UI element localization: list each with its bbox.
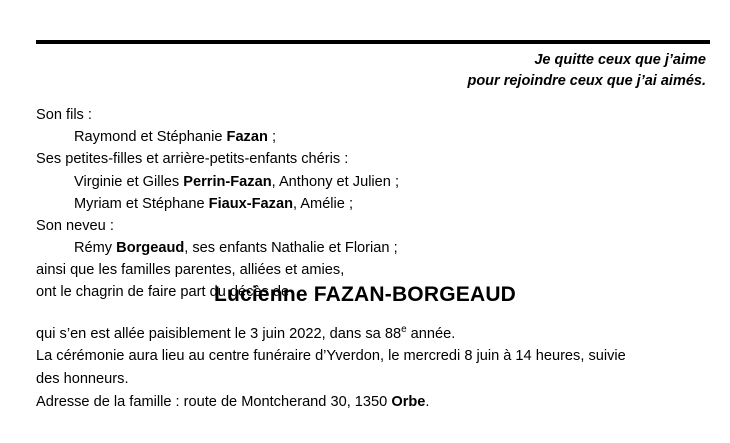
ceremony-line-1: La cérémonie aura lieu au centre funéraire d’Yverdon, le mercredi 8 juin à 14 heures, suivie (36, 348, 626, 365)
epitaph-line-1: Je quitte ceux que j’aime (534, 52, 706, 68)
son-entry-suffix: ; (267, 129, 276, 146)
grandchild-1-prefix: Virginie et Gilles (74, 173, 184, 190)
epitaph (467, 50, 706, 92)
announcement-line: ont le chagrin de faire part du décès de (36, 284, 290, 301)
son-entry-surname: Fazan (226, 129, 268, 146)
nephew-prefix: Rémy (74, 240, 117, 257)
address-suffix: . (425, 393, 430, 410)
address-city: Orbe (391, 393, 426, 410)
grandchild-2-suffix: , Amélie ; (293, 195, 354, 212)
closing-block (36, 322, 726, 413)
nephew-entry (36, 237, 716, 259)
passing-line (36, 322, 726, 345)
son-label: Son fils : (36, 107, 92, 123)
nephew-suffix: , ses enfants Nathalie et Florian ; (184, 240, 398, 257)
grandchild-entry-1 (36, 171, 716, 193)
son-entry-prefix: Raymond et Stéphanie (74, 129, 227, 146)
ceremony-line-2: des honneurs. (36, 371, 129, 388)
deceased-name: Lucienne FAZAN-BORGEAUD (213, 283, 517, 306)
grandchild-2-prefix: Myriam et Stéphane (74, 195, 209, 212)
grandchild-1-surname: Perrin-Fazan (183, 173, 272, 190)
nephew-surname: Borgeaud (116, 240, 185, 257)
grandchild-2-surname: Fiaux-Fazan (208, 195, 293, 212)
family-block (36, 104, 716, 304)
grandchild-entry-2 (36, 193, 716, 215)
ordinal-suffix: e (401, 324, 407, 335)
grandchildren-label: Ses petites-filles et arrière-petits-enfants chéris : (36, 151, 349, 168)
relatives-line: ainsi que les familles parentes, alliées et amies, (36, 262, 345, 279)
address-line (36, 391, 726, 414)
grandchild-1-suffix: , Anthony et Julien ; (271, 173, 400, 190)
address-prefix: Adresse de la famille : route de Montcherand 30, 1350 (36, 393, 392, 410)
top-divider-rule (36, 40, 710, 44)
passing-prefix: qui s’en est allée paisiblement le 3 juin 2022, dans sa 88 (36, 325, 402, 342)
passing-suffix: année. (406, 325, 456, 342)
nephew-label: Son neveu : (36, 217, 114, 234)
son-entry (36, 126, 716, 148)
epitaph-line-2: pour rejoindre ceux que j’ai aimés. (467, 73, 706, 90)
